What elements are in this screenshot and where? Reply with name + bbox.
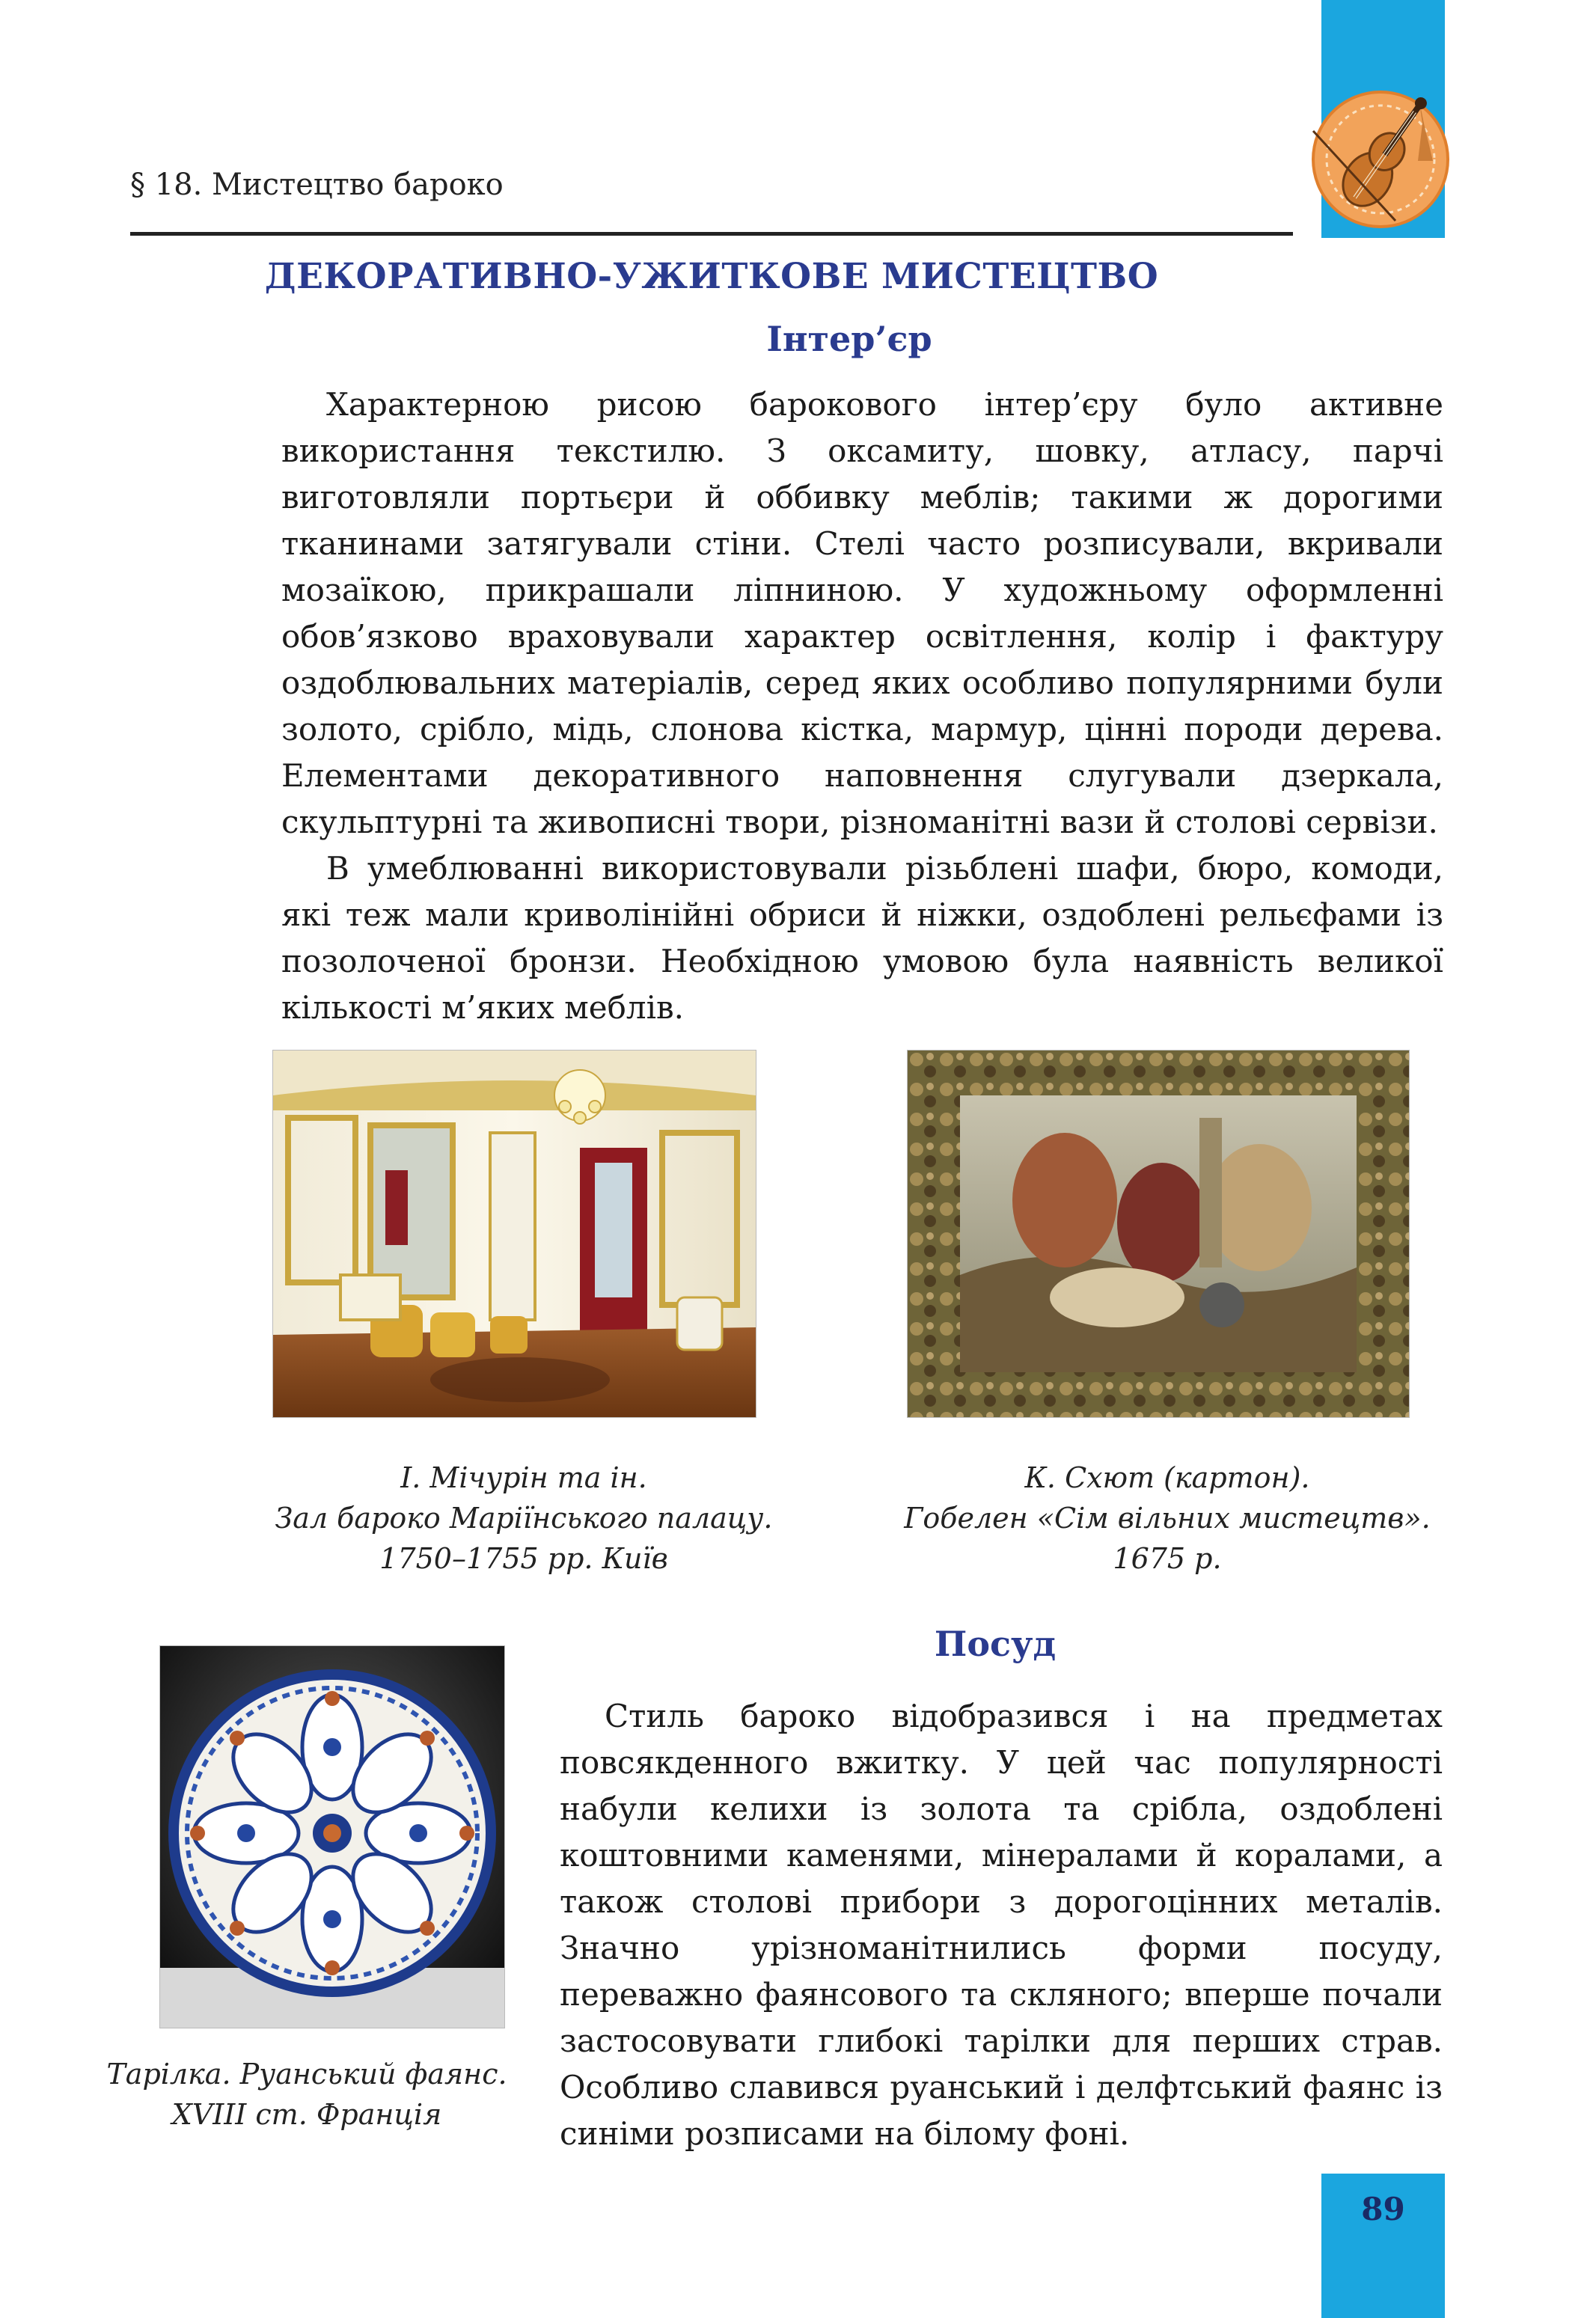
tableware-paragraph: Стиль бароко відобразився і на предметах повсякденного вжитку. У цей час популярності набули келихи із золота та срібла, оздоблені коштовними каменями, мінералами й коралами, а також столові прибори з дорогоцінних металів. Значно урізноманітнились форми посуду, переважно фаянсового та скляного; вперше почали застосовувати глибокі тарілки для перших страв. Особливо славився руанський і делфтський фаянс із синіми розписами на білому фоні. (560, 1698, 1443, 2152)
rouen-plate-photo (160, 1646, 504, 2028)
interior-paragraph-1: Характерною рисою барокового інтер’єру було активне використання текстилю. З оксамиту, шовку, атласу, парчі виготовляли портьєри й оббивку меблів; такими ж дорогими тканинами затягували стіни. Стелі часто розписували, вкривали мозаїкою, прикрашали ліпниною. У художньому оформленні обов’язково враховували характер освітлення, колір і фактуру оздоблювальних матеріалів, серед яких особливо популярними були золото, срібло, мідь, слонова кістка, мармур, цінні породи дерева. Елементами декоративного наповнення слугували дзеркала, скульптурні та живописні твори, різноманітні вази й столові сервізи. (281, 386, 1443, 840)
baroque-hall-photo (273, 1051, 756, 1417)
interior-text (281, 382, 1443, 1031)
subtitle-interior: Інтер’єр (766, 319, 932, 359)
tapestry-photo (908, 1051, 1409, 1417)
running-header: § 18. Мистецтво бароко (130, 168, 504, 202)
tapestry-caption: К. Схют (картон). Гобелен «Сім вільних мистецтв». 1675 р. (904, 1461, 1431, 1575)
hall-caption: І. Мічурін та ін. Зал бароко Маріїнського палацу. 1750–1755 рр. Київ (275, 1461, 773, 1575)
header-rule (130, 232, 1293, 236)
interior-paragraph-2: В умеблюванні використовували різьблені шафи, бюро, комоди, які теж мали криволінійні обриси й ніжки, оздоблені рельєфами із позолоченої бронзи. Необхідною умовою була наявність великої кількості м’яких меблів. (281, 850, 1443, 1026)
violin-emblem-icon (1306, 79, 1455, 236)
tableware-text (560, 1693, 1443, 2157)
page-number: 89 (1361, 2191, 1405, 2227)
section-title: ДЕКОРАТИВНО-УЖИТКОВЕ МИСТЕЦТВО (264, 256, 1159, 297)
subtitle-tableware: Посуд (934, 1624, 1057, 1664)
plate-caption: Тарілка. Руанський фаянс. XVIII ст. Франція (106, 2058, 507, 2131)
